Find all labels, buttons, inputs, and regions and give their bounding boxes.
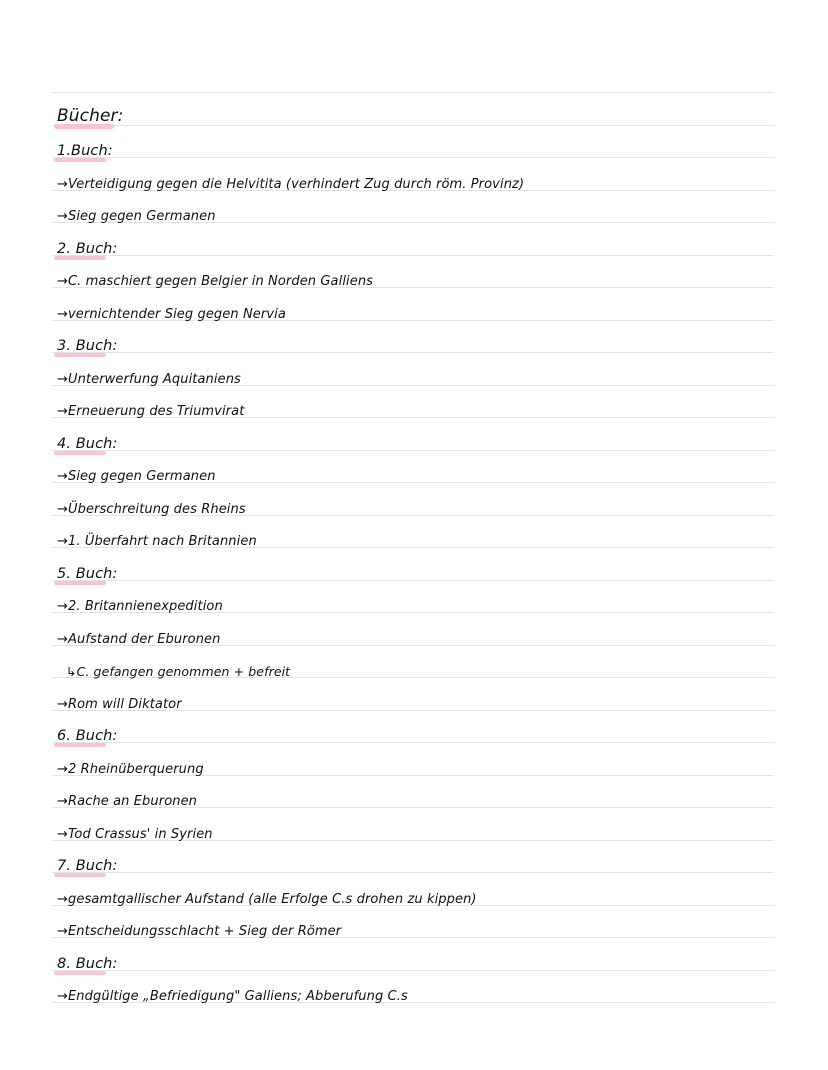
book-heading-text: 8. Buch: (57, 955, 118, 972)
note-item (52, 619, 774, 651)
note-item (52, 879, 774, 911)
note-text: →gesamtgallischer Aufstand (alle Erfolge C.s drohen zu kippen) (57, 891, 477, 907)
note-text: →2. Britannienexpedition (57, 599, 223, 614)
book-heading (52, 131, 774, 163)
note-text: →C. maschiert gegen Belgier in Norden Galliens (57, 274, 374, 289)
book-heading (52, 229, 774, 261)
note-item (52, 976, 774, 1008)
book-heading-text: 4. Buch: (57, 435, 118, 452)
note-text: →Rom will Diktator (57, 696, 182, 712)
note-text: →Endgültige „Befriedigung" Galliens; Abberufung C.s (57, 989, 408, 1004)
note-item (52, 684, 774, 716)
note-text: →Erneuerung des Triumvirat (57, 404, 245, 419)
note-item (52, 781, 774, 813)
note-item (52, 911, 774, 943)
ruled-line (52, 92, 774, 93)
note-text: →Überschreitung des Rheins (57, 501, 246, 517)
book-heading-text: 5. Buch: (57, 565, 118, 582)
note-item (52, 456, 774, 488)
note-item (52, 586, 774, 618)
note-item (52, 294, 774, 326)
note-item (52, 164, 774, 196)
note-text: →Tod Crassus' in Syrien (57, 826, 213, 842)
note-text: ↳C. gefangen genommen + befreit (66, 664, 291, 679)
book-heading (52, 944, 774, 976)
book-heading-text: 3. Buch: (57, 338, 118, 354)
note-text: →Sieg gegen Germanen (57, 209, 216, 224)
note-item (52, 391, 774, 423)
note-text: →Verteidigung gegen die Helvitita (verhindert Zug durch röm. Provinz) (57, 176, 525, 192)
note-item (52, 814, 774, 846)
note-text: →Rache an Eburonen (57, 794, 198, 809)
book-heading (52, 846, 774, 878)
note-text: →1. Überfahrt nach Britannien (57, 534, 257, 549)
book-heading-text: 2. Buch: (57, 240, 118, 257)
book-heading (52, 326, 774, 358)
page-title-line (52, 98, 774, 130)
note-text: →vernichtender Sieg gegen Nervia (57, 306, 286, 322)
book-heading-text: 7. Buch: (57, 858, 118, 874)
book-heading-text: 6. Buch: (57, 728, 118, 744)
note-item (52, 749, 774, 781)
note-subitem (52, 651, 774, 683)
note-text: →Aufstand der Eburonen (57, 631, 221, 647)
note-text: →2 Rheinüberquerung (57, 761, 204, 777)
book-heading (52, 716, 774, 748)
note-text: →Entscheidungsschlacht + Sieg der Römer (57, 924, 342, 939)
note-text: →Unterwerfung Aquitaniens (57, 371, 241, 387)
note-text: →Sieg gegen Germanen (57, 469, 216, 484)
book-heading-text: 1.Buch: (57, 143, 113, 159)
note-item (52, 489, 774, 521)
note-item (52, 261, 774, 293)
book-heading (52, 554, 774, 586)
note-item (52, 521, 774, 553)
book-heading (52, 424, 774, 456)
note-item (52, 196, 774, 228)
page-title: Bücher: (57, 106, 124, 126)
note-item (52, 359, 774, 391)
